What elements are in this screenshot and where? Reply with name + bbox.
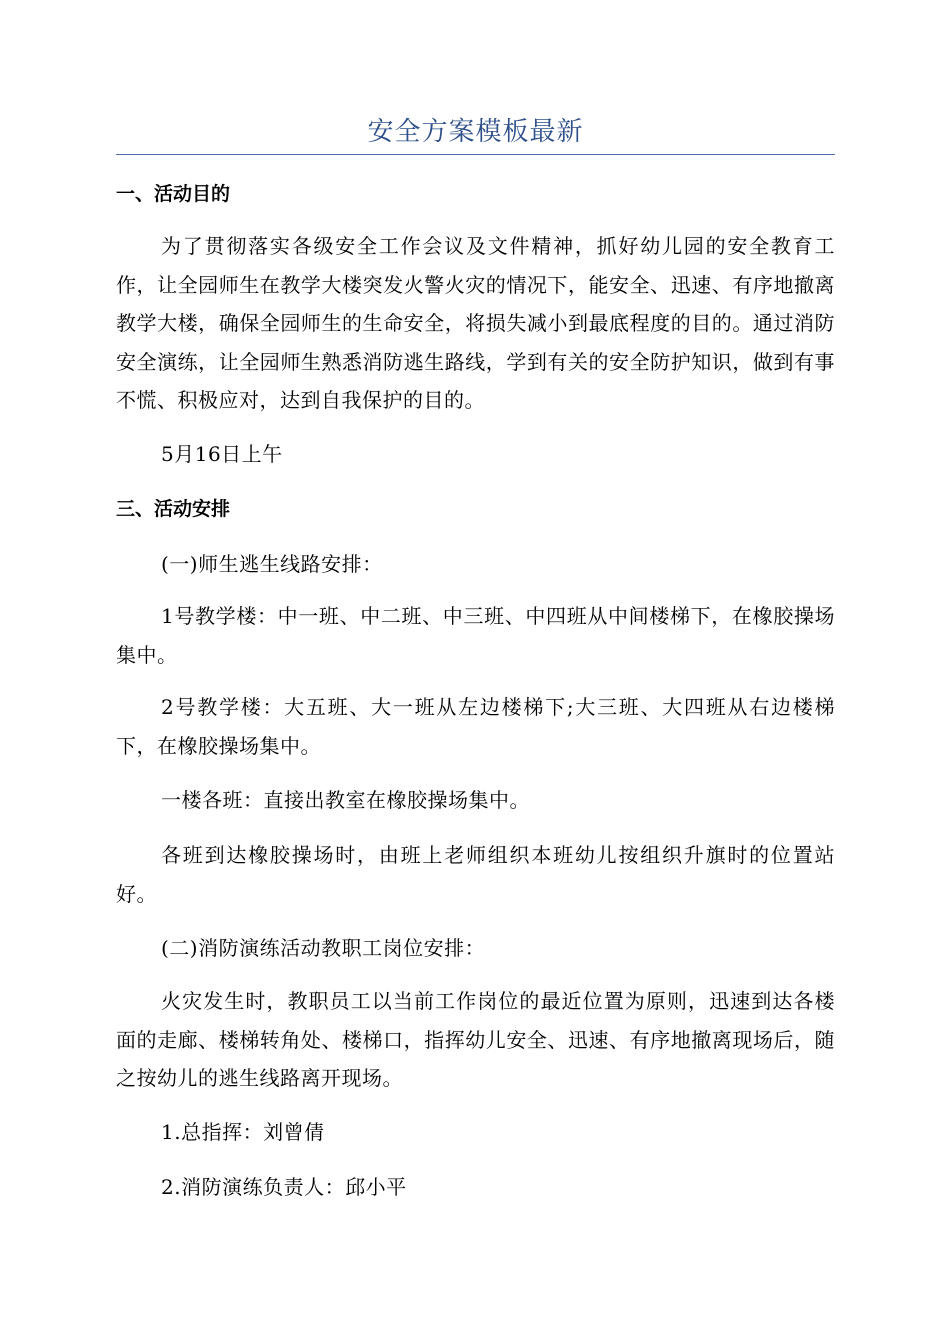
paragraph-purpose: 为了贯彻落实各级安全工作会议及文件精神，抓好幼儿园的安全教育工作，让全园师生在教学大楼突发火警火灾的情况下，能安全、迅速、有序地撤离教学大楼，确保全园师生的生命安全，将损失减小到最底程度的目的。通过消防安全演练，让全园师生熟悉消防逃生路线，学到有关的安全防护知识，做到有事不慌、积极应对，达到自我保护的目的。: [116, 234, 835, 412]
paragraph-date: 5月16日上午: [161, 442, 283, 466]
section-heading-purpose: 一、活动目的: [116, 183, 231, 205]
document-page: [116, 0, 835, 1344]
paragraph-drill-leader: 2.消防演练负责人：邱小平: [161, 1175, 407, 1199]
document-title: 安全方案模板最新: [367, 117, 584, 147]
paragraph-assembly: 各班到达橡胶操场时，由班上老师组织本班幼儿按组织升旗时的位置站好。: [116, 843, 835, 906]
paragraph-building-1: 1号教学楼：中一班、中二班、中三班、中四班从中间楼梯下，在橡胶操场集中。: [116, 604, 835, 667]
paragraph-first-floor: 一楼各班：直接出教室在橡胶操场集中。: [161, 788, 530, 812]
title-underline: [116, 154, 835, 155]
paragraph-staff-heading: (二)消防演练活动教职工岗位安排：: [161, 936, 486, 960]
section-heading-arrangement: 三、活动安排: [116, 498, 231, 520]
paragraph-escape-routes-heading: (一)师生逃生线路安排：: [161, 552, 383, 576]
paragraph-commander: 1.总指挥：刘曾倩: [161, 1120, 325, 1144]
paragraph-building-2: 2号教学楼：大五班、大一班从左边楼梯下;大三班、大四班从右边楼梯下，在橡胶操场集中。: [116, 695, 835, 758]
paragraph-fire-procedure: 火灾发生时，教职员工以当前工作岗位的最近位置为原则，迅速到达各楼面的走廊、楼梯转角处、楼梯口，指挥幼儿安全、迅速、有序地撤离现场后，随之按幼儿的逃生线路离开现场。: [116, 989, 835, 1090]
